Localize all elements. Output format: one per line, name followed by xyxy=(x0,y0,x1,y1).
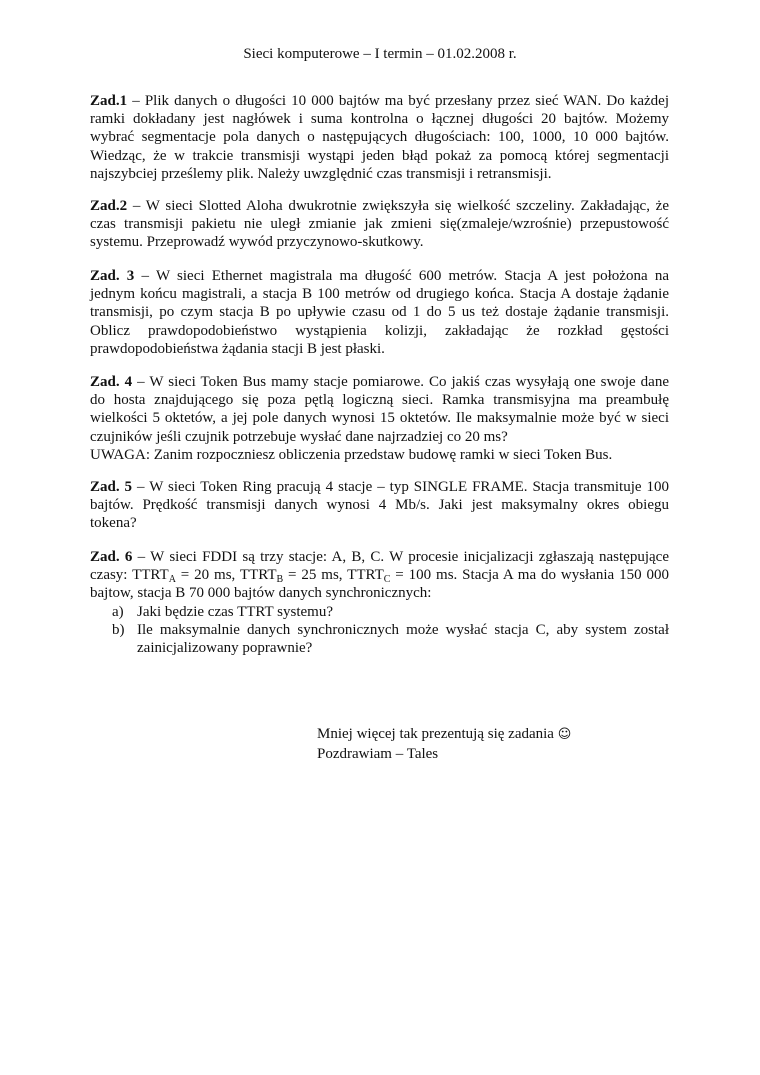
task-5-label: Zad. 5 xyxy=(90,479,133,495)
task-2-line-1: Zad.2 – W sieci Slotted Aloha dwukrotnie zwiększyła się wielkość szczeliny. Zakładając, że xyxy=(90,198,669,214)
task-6-subquestions xyxy=(90,603,669,658)
task-1-line-2: ramki dokładany jest nagłówek i suma kontrolna o łącznej długości 20 bajtów. Możemy xyxy=(90,111,669,128)
task-5-line-3: tokena? xyxy=(90,515,137,532)
task-4-note: UWAGA: Zanim rozpoczniesz obliczenia przedstaw budowę ramki w sieci Token Bus. xyxy=(90,446,613,463)
task-2-label: Zad.2 xyxy=(90,198,128,214)
task-1-label: Zad.1 xyxy=(90,93,128,109)
task-3-line-1: Zad. 3 – W sieci Ethernet magistrala ma długość 600 metrów. Stacja A jest położona na xyxy=(90,268,669,284)
task-4-line-3: wielkości 5 oktetów, a jej pole danych wynosi 15 oktetów. Ile maksymalnie może być w sieci xyxy=(90,410,669,427)
task-6 xyxy=(90,548,669,657)
task-6-line-1: Zad. 6 – W sieci FDDI są trzy stacje: A, B, C. W procesie inicjalizacji zgłaszają następujące xyxy=(90,549,669,565)
list-item: a) Jaki będzie czas TTRT systemu? xyxy=(112,603,333,620)
task-6-label: Zad. 6 xyxy=(90,549,133,565)
signature: Pozdrawiam – Tales xyxy=(317,745,439,762)
task-4-line-4: czujników jeśli czujnik potrzebuje wysłać dane najrzadziej co 20 ms? xyxy=(90,428,508,445)
task-4-line-2: do hosta znajdującego się poza pętlą logiczną sieci. Ramka transmisyjna ma preambułę xyxy=(90,392,669,409)
task-5-line-1: Zad. 5 – W sieci Token Ring pracują 4 stacje – typ SINGLE FRAME. Stacja transmituje 100 xyxy=(90,479,669,495)
closing-note xyxy=(317,725,571,763)
task-3 xyxy=(90,267,669,358)
task-3-label: Zad. 3 xyxy=(90,268,135,284)
task-5 xyxy=(90,478,669,533)
task-1-line-4: Wiedząc, że w trakcie transmisji wystąpi jeden błąd pokaż za pomocą której segmentacji xyxy=(90,147,669,164)
page-title: Sieci komputerowe – I termin – 01.02.2008 r. xyxy=(243,46,517,62)
closing-line-1: Mniej więcej tak prezentują się zadania ☺ xyxy=(317,726,572,742)
list-item: b) Ile maksymalnie danych synchronicznych może wysłać stacja C, aby system został zainicjalizowany poprawnie? xyxy=(112,621,669,657)
task-3-line-3: transmisji, po czym stacja B po upływie czasu od 1 do 5 us też dostaje żądanie transmisji. xyxy=(90,304,669,321)
task-1-line-5: najszybciej prześlemy plik. Należy uwzględnić czas transmisji i retransmisji. xyxy=(90,165,552,182)
task-3-line-5: prawdopodobieństwa żądania stacji B jest płaski. xyxy=(90,340,385,357)
task-1-line-1: Zad.1 – Plik danych o długości 10 000 bajtów ma być przesłany przez sieć WAN. Do każdej xyxy=(90,93,669,109)
smiley-icon: ☺ xyxy=(557,727,572,742)
task-6-line-2: czasy: $TTRT_A = 20$ ms, $TTRT_B = 25$ ms, $TTRT_C = 100$ ms. Stacja A ma do wysłania 150 000 xyxy=(90,567,669,586)
list-marker: b) xyxy=(112,621,125,638)
task-2-line-2: czas transmisji pakietu nie uległ zmianie jak zmieni się(zmaleje/wzrośnie) przepustowość xyxy=(90,216,669,233)
task-6-line-3: bajtow, stacja B 70 000 bajtów danych synchronicznych: xyxy=(90,585,432,602)
list-marker: a) xyxy=(112,603,124,620)
task-3-line-2: jednym końcu magistrali, a stacja B 100 metrów od drugiego końca. Stacja A dostaje żądanie xyxy=(90,286,669,303)
task-1-line-3: wybrać segmentacje pola danych o następujących długościach: 100, 1000, 10 000 bajtów. xyxy=(90,129,669,146)
task-2 xyxy=(90,197,669,252)
task-4 xyxy=(90,373,669,464)
task-2-line-3: systemu. Przeprowadź wywód przyczynowo-skutkowy. xyxy=(90,234,424,251)
task-4-label: Zad. 4 xyxy=(90,374,133,390)
task-1 xyxy=(90,92,669,183)
task-5-line-2: bajtów. Prędkość transmisji danych wynosi 4 Mb/s. Jaki jest maksymalny okres obiegu xyxy=(90,497,669,514)
task-3-line-4: Oblicz prawdopodobieństwo wystąpienia kolizji, zakładając że rozkład gęstości xyxy=(90,322,669,339)
task-4-line-1: Zad. 4 – W sieci Token Bus mamy stacje pomiarowe. Co jakiś czas wysyłają one swoje dane xyxy=(90,374,669,390)
